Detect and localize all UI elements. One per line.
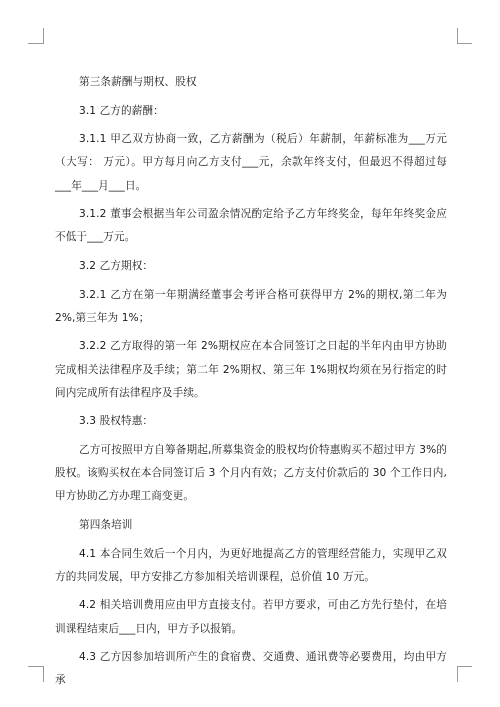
document-body <box>55 71 447 698</box>
clause-3-2-1: 3.2.1 乙方在第一年期满经董事会考评合格可获得甲方 2%的期权,第二年为 2%,第三年为 1%； <box>55 288 447 324</box>
clause-4-2: 4.2 相关培训费用应由甲方直接支付。若甲方要求，可由乙方先行垫付，在培训课程结束后___日内，甲方予以报销。 <box>55 599 447 635</box>
crop-mark-bottom-left-h <box>28 666 43 667</box>
section-3-2-heading: 3.2 乙方期权： <box>79 259 154 272</box>
clause-3-1-1: 3.1.1 甲乙双方协商一致，乙方薪酬为（税后）年薪制，年薪标准为___万元（大写： 万元）。甲方每月向乙方支付___元，余款年终支付，但最迟不得超过每___年___月___日。 <box>55 133 447 192</box>
clause-3-2-2: 3.2.2 乙方取得的第一年 2%期权应在本合同签订之日起的半年内由甲方协助完成相关法律程序及手续；第二年 2%期权、第三年 1%期权均须在另行指定的时间内完成所有法律程序及手续。 <box>55 340 447 399</box>
clause-3-1-2: 3.1.2 董事会根据当年公司盈余情况酌定给予乙方年终奖金，每年年终奖金应不低于___万元。 <box>55 208 447 244</box>
section-3-3-heading: 3.3 股权特惠： <box>79 415 154 428</box>
clause-4-3: 4.3 乙方因参加培训所产生的食宿费、交通费、通讯费等必要费用，均由甲方承 <box>55 651 447 687</box>
crop-mark-top-right-v <box>457 28 458 44</box>
crop-mark-bottom-right-v <box>457 666 458 682</box>
crop-mark-top-left-v <box>43 28 44 44</box>
crop-mark-bottom-left-v <box>43 666 44 682</box>
clause-4-1: 4.1 本合同生效后一个月内，为更好地提高乙方的管理经营能力，实现甲乙双方的共同发展，甲方安排乙方参加相关培训课程，总价值 10 万元。 <box>55 547 447 583</box>
crop-mark-top-left-h <box>28 43 43 44</box>
section-3-1-heading: 3.1 乙方的薪酬： <box>79 104 164 117</box>
article-3-heading: 第三条薪酬与期权、股权 <box>79 76 197 88</box>
crop-mark-top-right-h <box>457 43 472 44</box>
crop-mark-bottom-right-h <box>457 666 472 667</box>
clause-3-3-body: 乙方可按照甲方自筹备期起,所募集资金的股权均价特惠购买不超过甲方 3%的股权。该购买权在本合同签订后 3 个月内有效；乙方支付价款后的 30 个工作日内,甲方协助乙方办理工商变更。 <box>55 443 447 503</box>
article-4-heading: 第四条培训 <box>79 518 133 531</box>
